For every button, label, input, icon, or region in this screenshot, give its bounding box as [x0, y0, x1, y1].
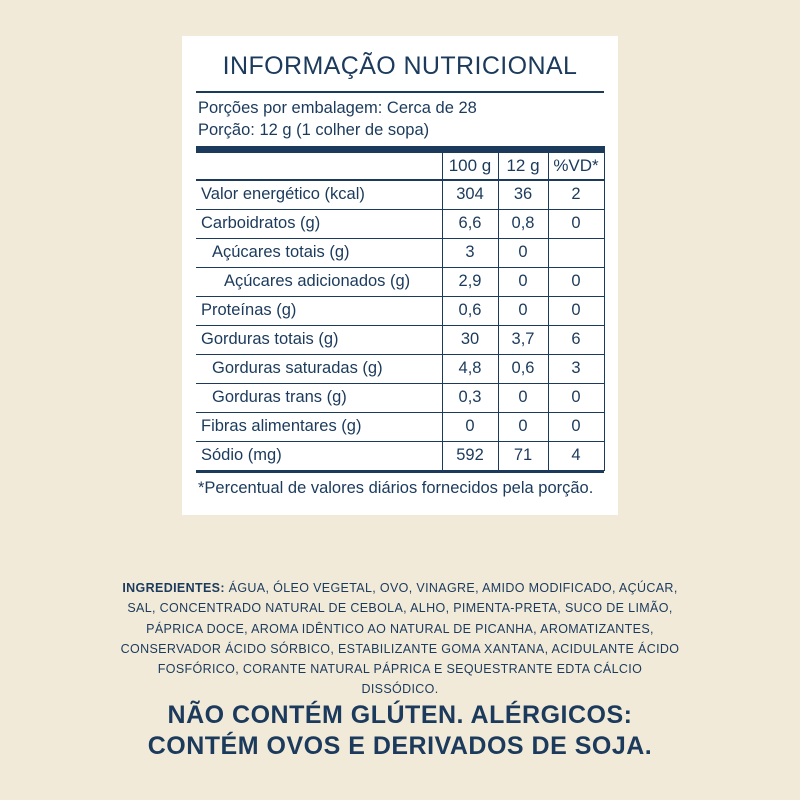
nutrient-vd: 0	[548, 296, 604, 325]
allergen-line-2: CONTÉM OVOS E DERIVADOS DE SOJA.	[147, 731, 653, 760]
table-row	[196, 325, 604, 354]
nutrient-portion: 71	[498, 441, 548, 470]
header-cell-100g: 100 g	[442, 149, 498, 180]
nutrient-name: Carboidratos (g)	[196, 209, 442, 238]
nutrition-panel	[182, 36, 618, 515]
nutrient-100g: 0,3	[442, 383, 498, 412]
servings-per-package: Porções por embalagem: Cerca de 28	[198, 99, 477, 117]
nutrient-name: Sódio (mg)	[196, 441, 442, 470]
nutrient-name: Gorduras totais (g)	[196, 325, 442, 354]
nutrient-100g: 4,8	[442, 354, 498, 383]
serving-size: Porção: 12 g (1 colher de sopa)	[198, 120, 430, 139]
nutrient-name: Fibras alimentares (g)	[196, 412, 442, 441]
nutrient-100g: 0,6	[442, 296, 498, 325]
table-row	[196, 238, 604, 267]
nutrient-100g: 592	[442, 441, 498, 470]
nutrient-name: Açúcares totais (g)	[196, 238, 442, 267]
nutrient-100g: 2,9	[442, 267, 498, 296]
table-row	[196, 296, 604, 325]
nutrient-portion: 36	[498, 180, 548, 210]
nutrient-vd: 6	[548, 325, 604, 354]
nutrient-100g: 30	[442, 325, 498, 354]
nutrient-vd: 4	[548, 441, 604, 470]
nutrient-vd: 3	[548, 354, 604, 383]
nutrient-vd	[548, 238, 604, 267]
nutrient-portion: 0,6	[498, 354, 548, 383]
nutrient-vd: 0	[548, 412, 604, 441]
nutrient-portion: 0	[498, 383, 548, 412]
nutrient-portion: 0	[498, 238, 548, 267]
nutrient-100g: 3	[442, 238, 498, 267]
table-header-row	[196, 149, 604, 180]
nutrient-name: Açúcares adicionados (g)	[196, 267, 442, 296]
nutrient-name: Proteínas (g)	[196, 296, 442, 325]
nutrient-vd: 0	[548, 209, 604, 238]
nutrition-table	[196, 146, 605, 471]
table-row	[196, 441, 604, 470]
header-cell-portion: 12 g	[498, 149, 548, 180]
nutrient-portion: 0	[498, 267, 548, 296]
nutrient-vd: 0	[548, 267, 604, 296]
nutrient-vd: 0	[548, 383, 604, 412]
ingredients-label: INGREDIENTES:	[122, 581, 225, 595]
allergen-warning	[0, 700, 800, 761]
table-row	[196, 354, 604, 383]
nutrient-name: Gorduras saturadas (g)	[196, 354, 442, 383]
nutrient-portion: 0,8	[498, 209, 548, 238]
panel-title: INFORMAÇÃO NUTRICIONAL	[222, 52, 578, 80]
nutrient-portion: 0	[498, 296, 548, 325]
table-row	[196, 383, 604, 412]
ingredients-text: ÁGUA, ÓLEO VEGETAL, OVO, VINAGRE, AMIDO MODIFICADO, AÇÚCAR, SAL, CONCENTRADO NATURAL DE CEBOLA, ALHO, PIMENTA-PRETA, SUCO DE LIMÃO, PÁPRICA DOCE, AROMA IDÊNTICO AO NATURAL DE PICANHA, AROMATIZANTES, CONSERVADOR ÁCIDO SÓRBICO, ESTABILIZANTE GOMA XANTANA, ACIDULANTE ÁCIDO FOSFÓRICO, CORANTE NATURAL PÁPRICA E SEQUESTRANTE EDTA CÁLCIO DISSÓDICO.	[120, 581, 680, 697]
table-footnote: *Percentual de valores diários fornecidos pela porção.	[196, 471, 604, 501]
ingredients-block	[0, 578, 800, 700]
allergen-line-1: NÃO CONTÉM GLÚTEN. ALÉRGICOS:	[167, 701, 633, 729]
nutrient-100g: 6,6	[442, 209, 498, 238]
nutrient-vd: 2	[548, 180, 604, 210]
header-cell-vd: %VD*	[548, 149, 604, 180]
nutrient-name: Gorduras trans (g)	[196, 383, 442, 412]
table-row	[196, 209, 604, 238]
nutrient-100g: 0	[442, 412, 498, 441]
nutrient-100g: 304	[442, 180, 498, 210]
table-row	[196, 267, 604, 296]
table-row	[196, 412, 604, 441]
nutrient-portion: 0	[498, 412, 548, 441]
header-cell-name	[196, 149, 442, 180]
table-row	[196, 180, 604, 210]
serving-info	[196, 91, 604, 146]
nutrient-portion: 3,7	[498, 325, 548, 354]
nutrient-name: Valor energético (kcal)	[196, 180, 442, 210]
